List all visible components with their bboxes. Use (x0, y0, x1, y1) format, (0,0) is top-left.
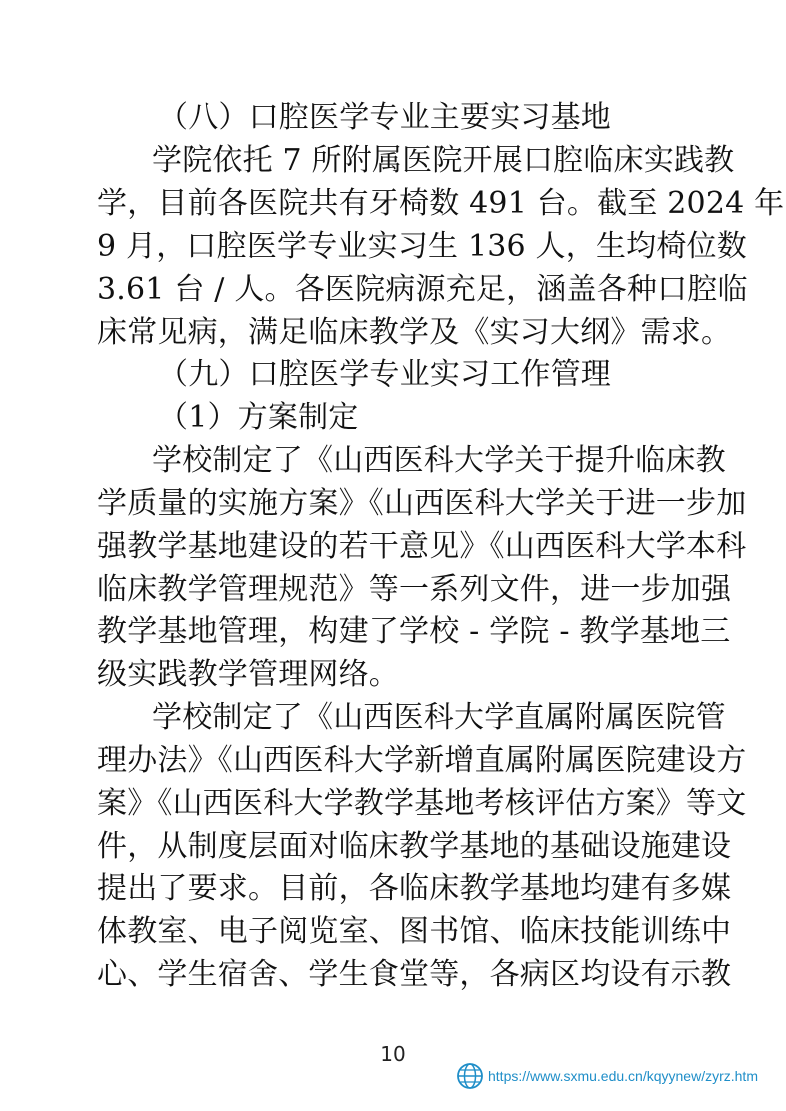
section-heading-9: （九）口腔医学专业实习工作管理 (158, 357, 611, 392)
paragraph-line: 教学基地管理，构建了学校 - 学院 - 教学基地三 (97, 614, 731, 649)
paragraph-line: 学校制定了《山西医科大学关于提升临床教 (152, 443, 726, 478)
paragraph-line: 提出了要求。目前，各临床教学基地均建有多媒 (97, 871, 732, 906)
paragraph-line: 理办法》《山西医科大学新增直属附属医院建设方 (97, 743, 747, 778)
paragraph-line: 学，目前各医院共有牙椅数 491 台。截至 2024 年 (97, 186, 785, 221)
paragraph-line: 体教室、电子阅览室、图书馆、临床技能训练中 (97, 914, 732, 949)
paragraph-line: 级实践教学管理网络。 (97, 657, 399, 692)
paragraph-line: 件，从制度层面对临床教学基地的基础设施建设 (97, 829, 732, 864)
page-number: 10 (380, 1042, 406, 1066)
paragraph-line: 临床教学管理规范》等一系列文件，进一步加强 (97, 572, 732, 607)
source-url[interactable]: https://www.sxmu.edu.cn/kqyynew/zyrz.htm (488, 1068, 758, 1084)
paragraph-line: 3.61 台 / 人。各医院病源充足，涵盖各种口腔临 (97, 272, 748, 307)
paragraph-line: 学院依托 7 所附属医院开展口腔临床实践教 (152, 143, 735, 178)
paragraph-line: 案》《山西医科大学教学基地考核评估方案》等文 (97, 786, 747, 821)
paragraph-line: 学质量的实施方案》《山西医科大学关于进一步加 (97, 486, 747, 521)
paragraph-line: 强教学基地建设的若干意见》《山西医科大学本科 (97, 529, 747, 564)
paragraph-line: 心、学生宿舍、学生食堂等，各病区均设有示教 (97, 957, 732, 992)
globe-icon (456, 1062, 484, 1090)
paragraph-line: 学校制定了《山西医科大学直属附属医院管 (152, 700, 726, 735)
paragraph-line: 床常见病，满足临床教学及《实习大纲》需求。 (97, 315, 732, 350)
paragraph-line: 9 月，口腔医学专业实习生 136 人，生均椅位数 (97, 229, 747, 264)
source-url-watermark[interactable] (456, 1060, 758, 1092)
section-heading-8: （八）口腔医学专业主要实习基地 (158, 100, 611, 135)
subsection-heading-1: （1）方案制定 (158, 400, 359, 435)
